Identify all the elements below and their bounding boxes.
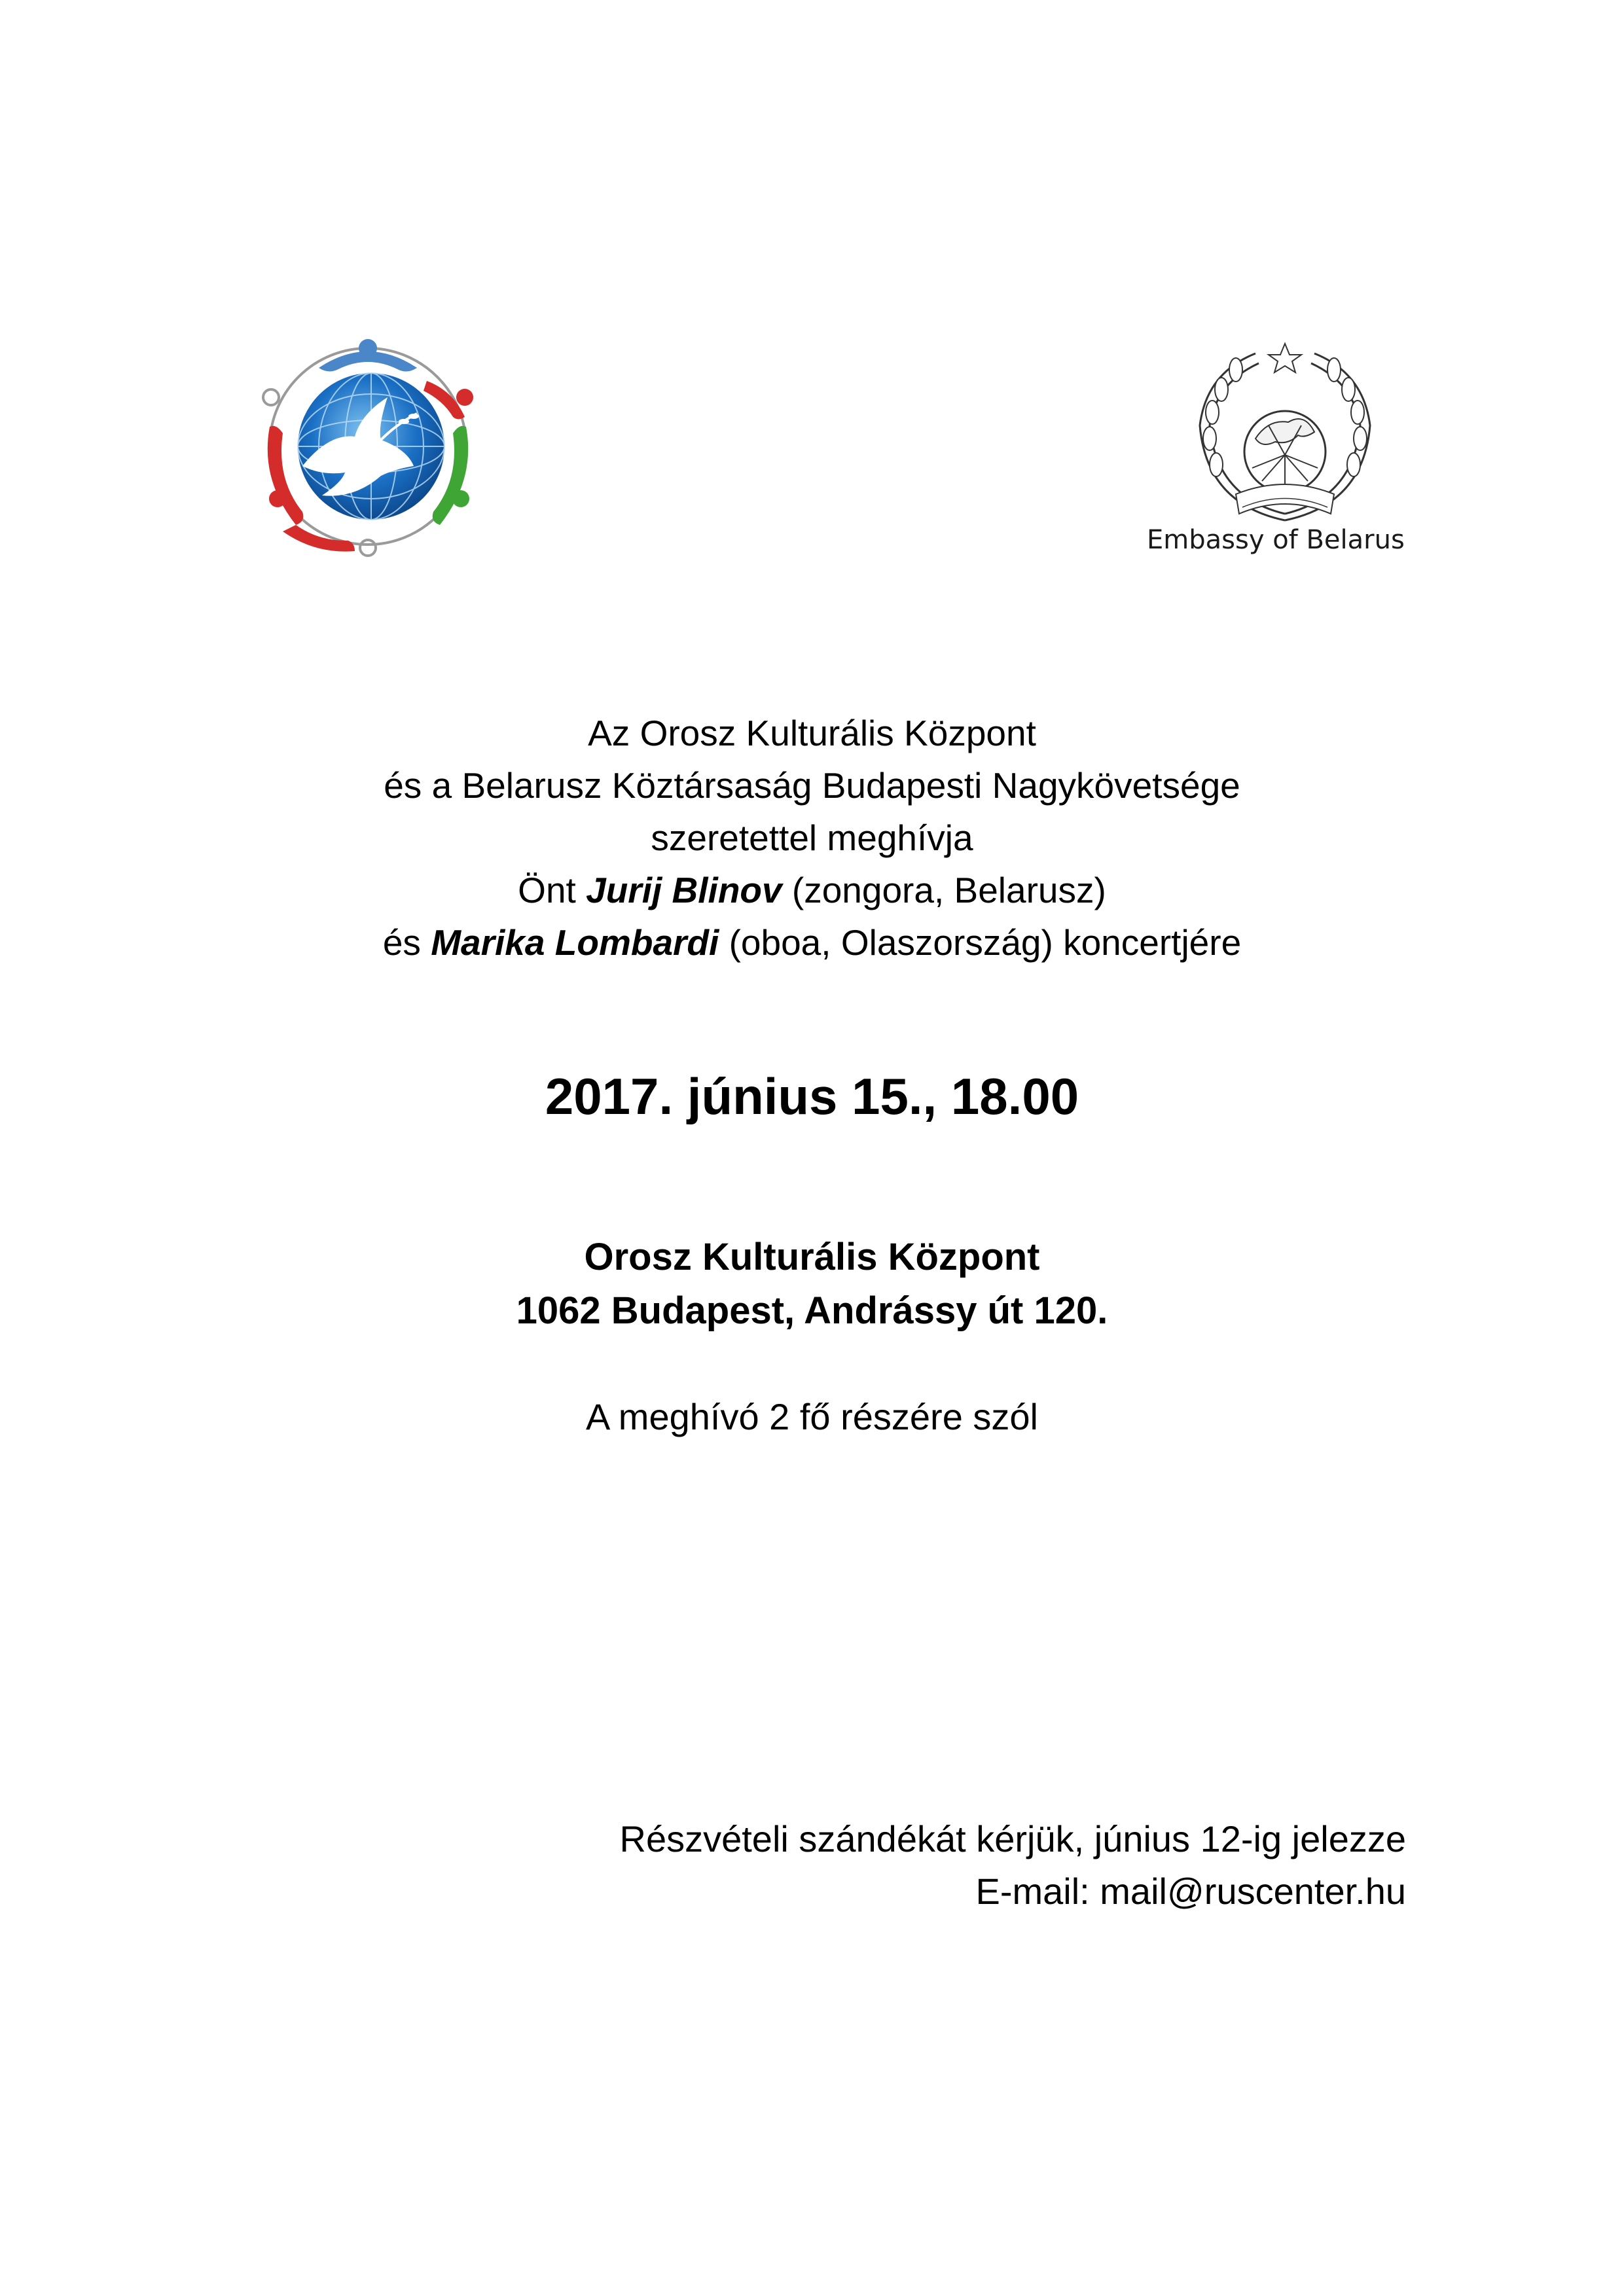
invitation-line-2: és a Belarusz Köztársaság Budapesti Nagykövetsége [384,765,1240,806]
rsvp-request: Részvételi szándékát kérjük, június 12-ig jelezze [619,1818,1406,1859]
rsvp-email[interactable]: E-mail: mail@ruscenter.hu [975,1871,1406,1912]
invitation-line-3: szeretettel meghívja [651,817,973,858]
rsvp-block [327,1813,1406,1918]
venue [0,1230,1624,1338]
globe-dove-emblem-icon [257,335,479,558]
invitation-line-4-suffix: (zongora, Belarusz) [782,870,1106,910]
invitation-line-5-suffix: (oboa, Olaszország) koncertjére [719,922,1242,963]
invitation-line-4-prefix: Önt [518,870,586,910]
embassy-caption: Embassy of Belarus [1147,525,1405,555]
venue-name: Orosz Kulturális Központ [584,1236,1040,1278]
event-datetime: 2017. június 15., 18.00 [545,1067,1079,1125]
performer-name-oboist: Marika Lombardi [431,922,719,963]
belarus-coat-of-arms-icon [1190,340,1380,530]
guests-note: A meghívó 2 fő részére szól [585,1396,1038,1437]
invitation-line-5 [0,916,1624,969]
invitation-line-5-prefix: és [382,922,431,963]
invitation-line-1: Az Orosz Kulturális Központ [588,713,1036,753]
invitation-text [0,707,1624,969]
performer-name-pianist: Jurij Blinov [586,870,782,910]
venue-address: 1062 Budapest, Andrássy út 120. [516,1289,1108,1332]
invitation-line-4 [0,864,1624,916]
